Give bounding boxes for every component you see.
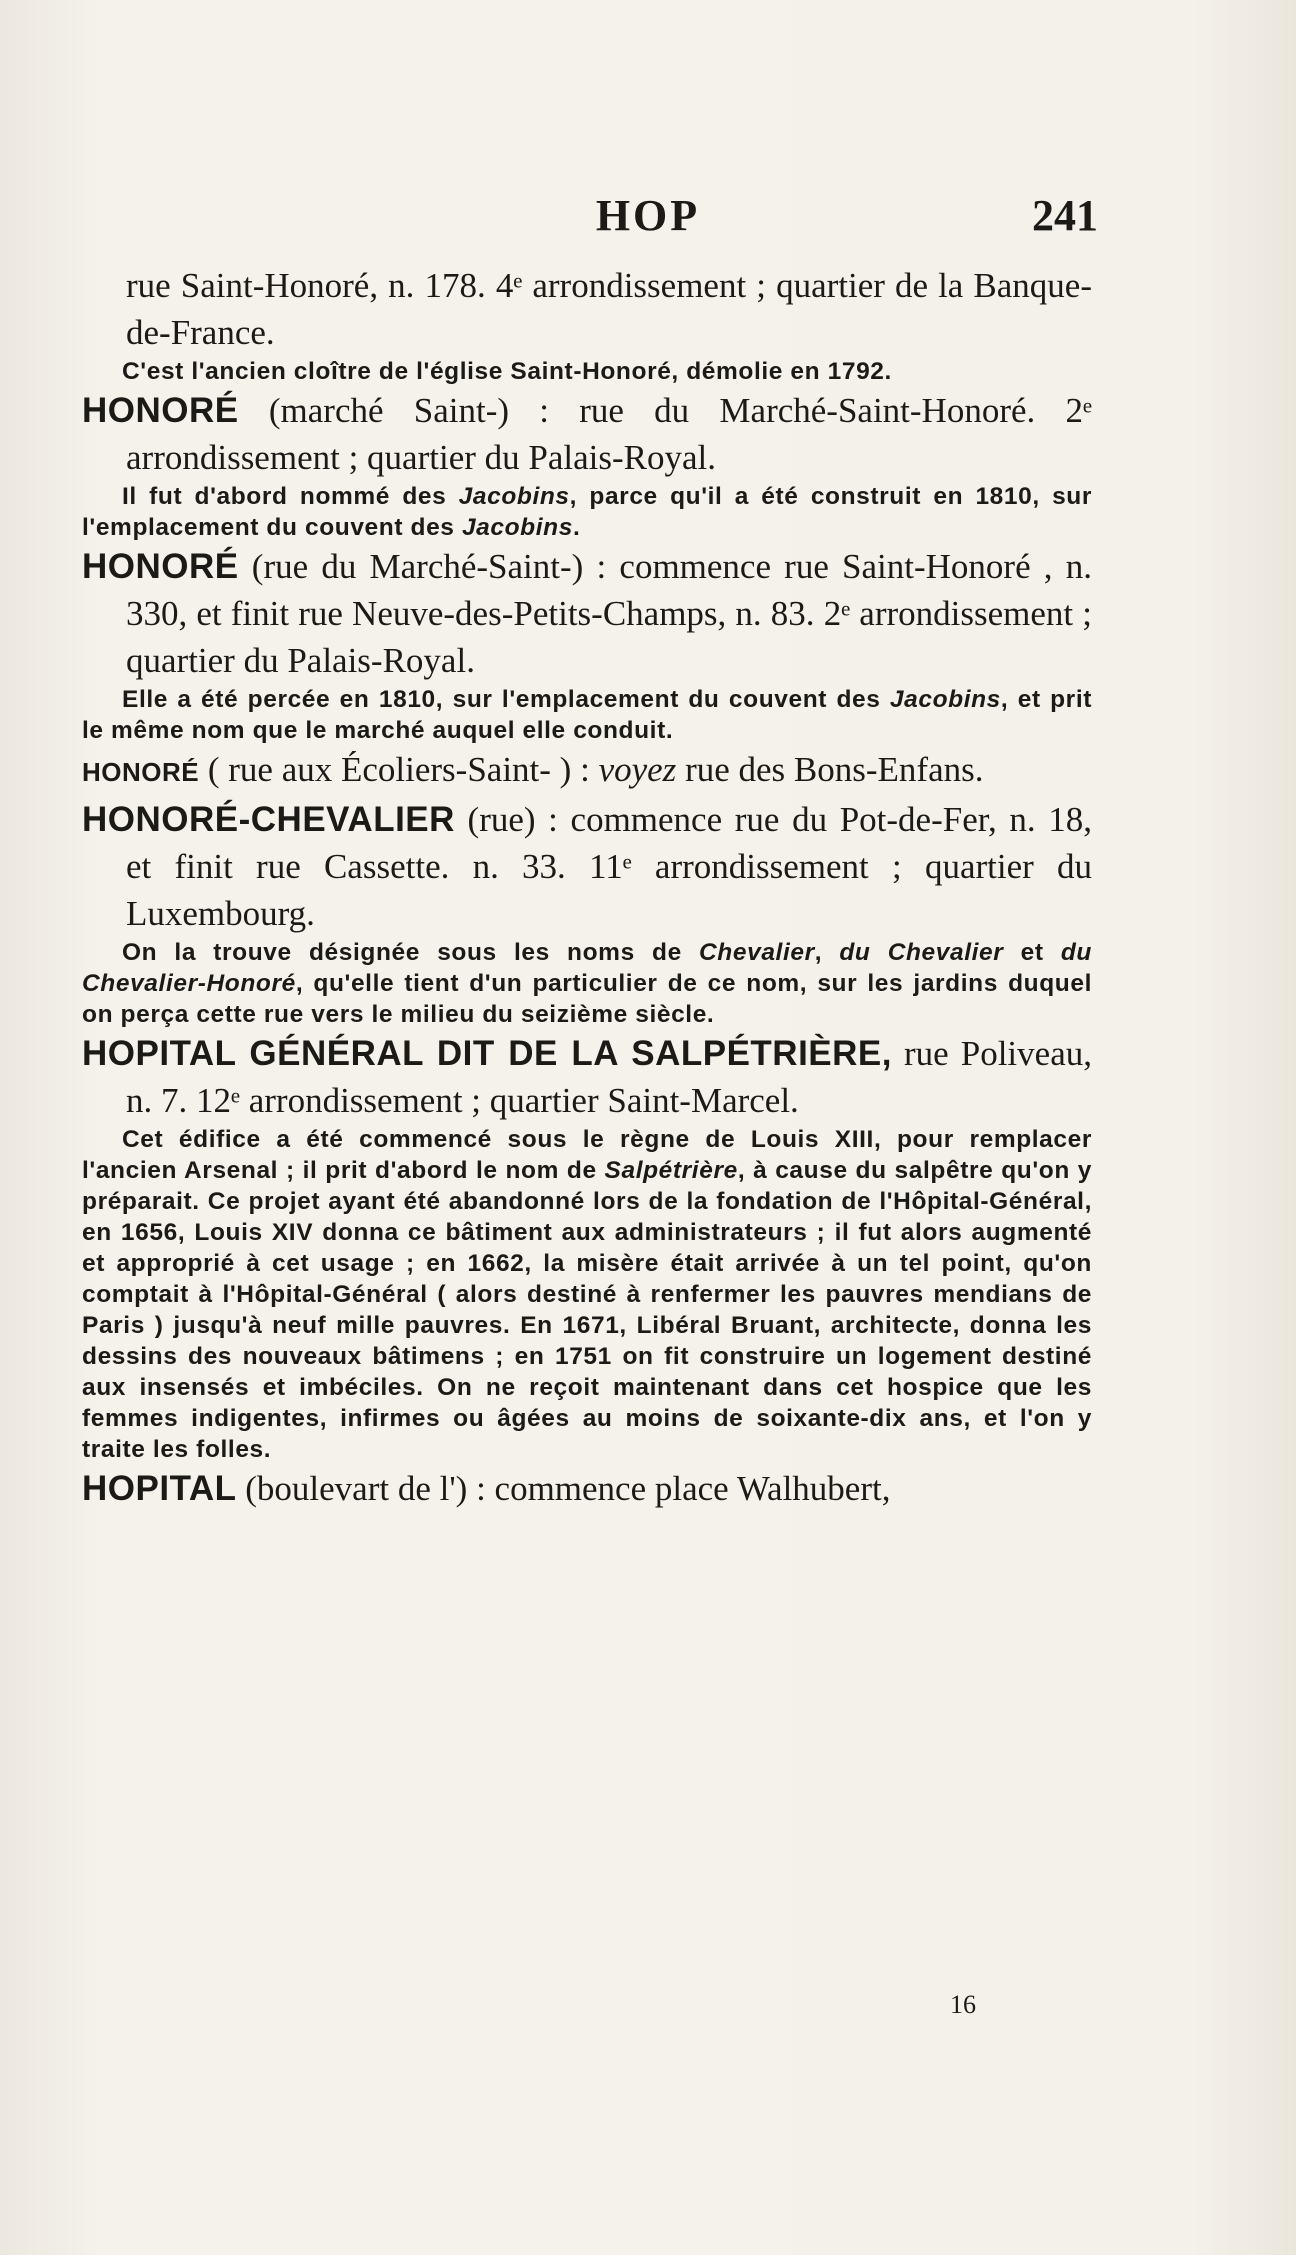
entry-body: ( rue aux Écoliers-Saint- ) :: [199, 750, 599, 789]
entry-text: rue Saint-Honoré, n. 178. 4ᵉ arrondissement ; quartier de la Banque-de-France.: [126, 266, 1092, 352]
note-text: ,: [814, 939, 840, 966]
entry-note: [82, 481, 1092, 543]
entry-hopital-boulevart: [82, 1465, 1092, 1512]
entry-headword: HOPITAL GÉNÉRAL DIT DE LA SALPÉTRIÈRE,: [82, 1034, 892, 1073]
entry-continuation: [82, 262, 1092, 387]
note-text: , à cause du salpêtre qu'on y préparait. Ce projet ayant été abandonné lors de la fondation de l'Hôpital-Général, en 1656, Louis XIV donna ce bâtiment aux administrateurs ; il fut alors augmenté et approprié à cet usage ; en 1662, la misère était arrivée à un tel point, qu'on comptait à l'Hôpital-Général ( alors destiné à renfermer les pauvres mendians de Paris ) jusqu'à neuf mille pauvres. En 1671, Libéral Bruant, architecte, donna les dessins des nouveaux bâtimens ; en 1751 on fit construire un logement destiné aux insensés et imbéciles. On ne reçoit maintenant dans cet hospice que les femmes indigentes, infirmes ou âgées au moins de soixante-dix ans, et l'on y traite les folles.: [82, 1157, 1092, 1463]
note-italic: Jacobins: [458, 483, 570, 510]
note-text: Il fut d'abord nommé des: [122, 483, 459, 510]
entry-text: [82, 1030, 1092, 1124]
entry-note: C'est l'ancien cloître de l'église Saint-Honoré, démolie en 1792.: [122, 358, 892, 385]
note-text: On la trouve désignée sous les noms de: [122, 939, 700, 966]
entry-text: [82, 796, 1092, 937]
note-italic: Jacobins: [889, 686, 1001, 713]
signature-mark: 16: [950, 1990, 976, 2019]
entry-text: [82, 1465, 1092, 1512]
entry-body: rue des Bons-Enfans.: [676, 750, 984, 789]
note-text: et: [1003, 939, 1061, 966]
entry-body: (boulevart de l') : commence place Walhubert,: [236, 1469, 891, 1508]
entry-note: [82, 937, 1092, 1030]
entry-headword: HONORÉ-CHEVALIER: [82, 800, 455, 839]
entry-honore-rue-marche: [82, 543, 1092, 746]
header-title: HOP: [595, 191, 701, 240]
entry-text: [82, 543, 1092, 684]
entry-body: (rue) : commence rue du Pot-de-Fer, n. 18, et finit rue Cassette. n. 33. 11ᵉ arrondissement ; quartier du Luxembourg.: [126, 800, 1092, 933]
entry-headword: HONORÉ: [82, 391, 239, 430]
entry-body: rue Poliveau, n. 7. 12ᵉ arrondissement ; quartier Saint-Marcel.: [126, 1034, 1092, 1120]
entry-honore-marche: [82, 387, 1092, 543]
running-header: [0, 190, 1296, 250]
entry-headword: HONORÉ: [82, 757, 200, 787]
entry-hopital-general: [82, 1030, 1092, 1465]
entry-note: [82, 684, 1092, 746]
note-text: Elle a été percée en 1810, sur l'emplacement du couvent des: [122, 686, 890, 713]
entry-note: [82, 1124, 1092, 1465]
entry-headword: HOPITAL: [82, 1469, 237, 1508]
page-number: 241: [1032, 191, 1098, 240]
entry-headword: HONORÉ: [82, 547, 239, 586]
note-italic: Jacobins: [461, 514, 573, 541]
entry-text: [82, 746, 1092, 796]
entry-honore-chevalier: [82, 796, 1092, 1030]
entry-body: (rue du Marché-Saint-) : commence rue Saint-Honoré , n. 330, et finit rue Neuve-des-Petits-Champs, n. 83. 2ᵉ arrondissement ; quartier du Palais-Royal.: [126, 547, 1092, 680]
page-body: [82, 262, 1092, 1512]
note-text: Cet édifice a été commencé sous le règne de Louis XIII, pour remplacer l'ancien Arsenal ; il prit d'abord le nom de: [82, 1126, 1092, 1184]
note-italic: Salpétrière: [604, 1157, 738, 1184]
note-italic: Chevalier: [699, 939, 815, 966]
note-text: , parce qu'il a été construit en 1810, sur l'emplacement du couvent des: [82, 483, 1092, 541]
note-text: .: [572, 514, 581, 541]
entry-italic: voyez: [598, 750, 677, 789]
note-text: , et prit le même nom que le marché auquel elle conduit.: [82, 686, 1092, 744]
entry-honore-ecoliers: [82, 746, 1092, 796]
note-italic: du Chevalier-Honoré: [82, 939, 1092, 997]
note-italic: du Chevalier: [839, 939, 1004, 966]
entry-body: (marché Saint-) : rue du Marché-Saint-Honoré. 2ᵉ arrondissement ; quartier du Palais-Royal.: [126, 391, 1092, 477]
entry-text: [82, 387, 1092, 481]
note-text: , qu'elle tient d'un particulier de ce nom, sur les jardins duquel on perça cette rue vers le milieu du seizième siècle.: [82, 970, 1092, 1028]
